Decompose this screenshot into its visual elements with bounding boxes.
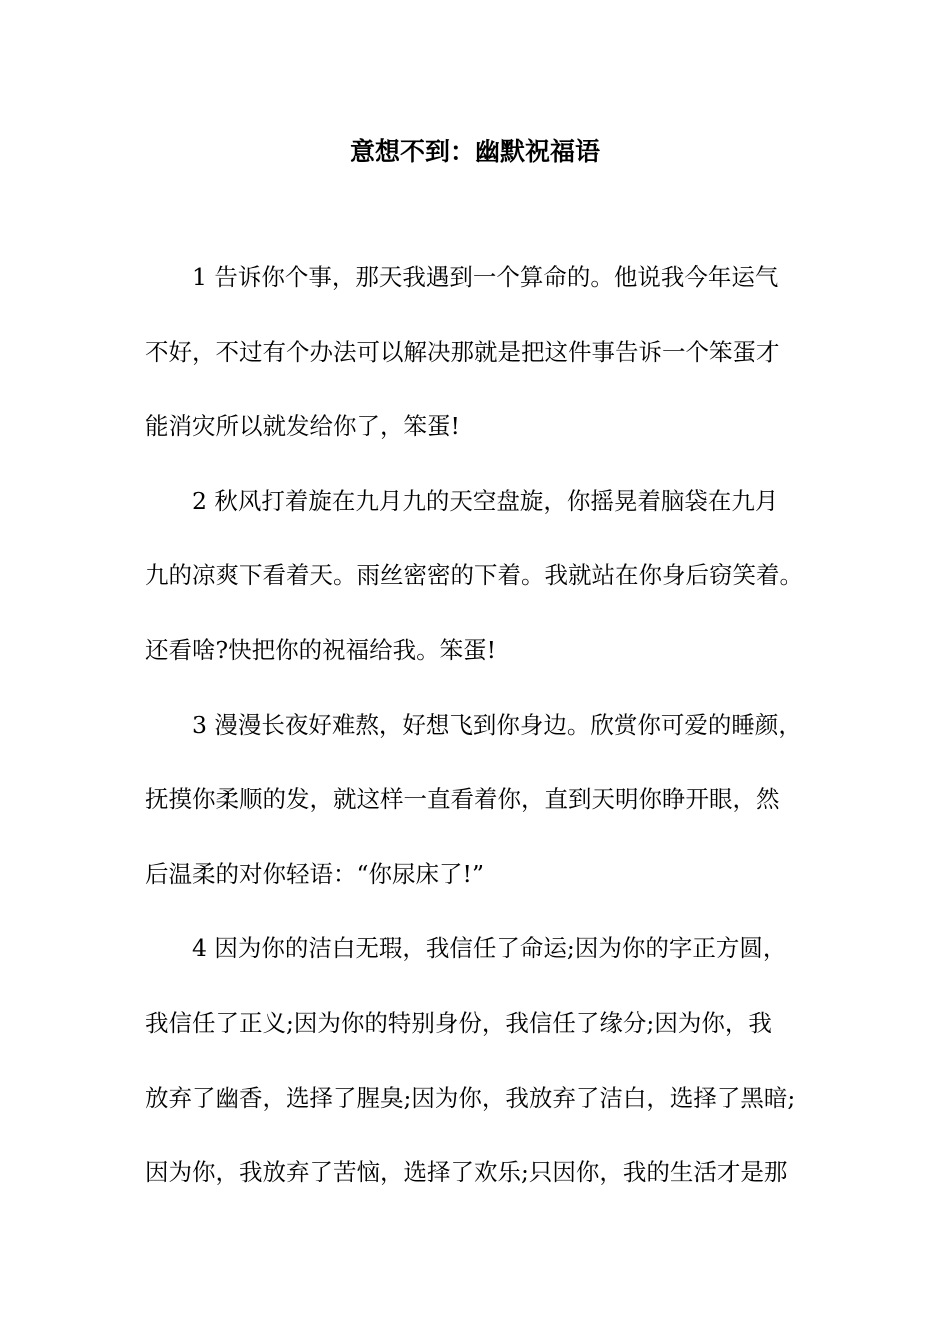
paragraph-3-line-1: 3 漫漫长夜好难熬，好想飞到你身边。欣赏你可爱的睡颜，: [192, 710, 802, 739]
paragraph-1-line-1: 1 告诉你个事，那天我遇到一个算命的。他说我今年运气: [192, 263, 779, 291]
paragraph-1-line-3: 能消灾所以就发给你了，笨蛋!: [145, 412, 460, 441]
paragraph-2-line-3: 还看啥?快把你的祝福给我。笨蛋!: [145, 635, 497, 664]
paragraph-1-line-2: 不好，不过有个办法可以解决那就是把这件事告诉一个笨蛋才: [145, 337, 780, 366]
paragraph-3-line-3: 后温柔的对你轻语：“你尿床了!”: [145, 859, 484, 888]
paragraph-4-line-1: 4 因为你的洁白无瑕，我信任了命运;因为你的字正方圆，: [192, 934, 787, 963]
paragraph-2-line-1: 2 秋风打着旋在九月九的天空盘旋，你摇晃着脑袋在九月: [192, 486, 779, 515]
paragraph-2-line-2: 九的凉爽下看着天。雨丝密密的下着。我就站在你身后窃笑着。: [145, 561, 803, 590]
document-body: [145, 258, 810, 1228]
paragraph-4-line-4: 因为你，我放弃了苦恼，选择了欢乐;只因你，我的生活才是那: [145, 1158, 788, 1187]
paragraph-3-line-2: 抚摸你柔顺的发，就这样一直看着你，直到天明你睁开眼，然: [145, 785, 780, 814]
paragraph-4-line-3: 放弃了幽香，选择了腥臭;因为你，我放弃了洁白，选择了黑暗;: [145, 1083, 796, 1112]
paragraph-4-line-2: 我信任了正义;因为你的特别身份，我信任了缘分;因为你，我: [145, 1008, 772, 1037]
document-title: 意想不到：幽默祝福语: [349, 137, 600, 166]
